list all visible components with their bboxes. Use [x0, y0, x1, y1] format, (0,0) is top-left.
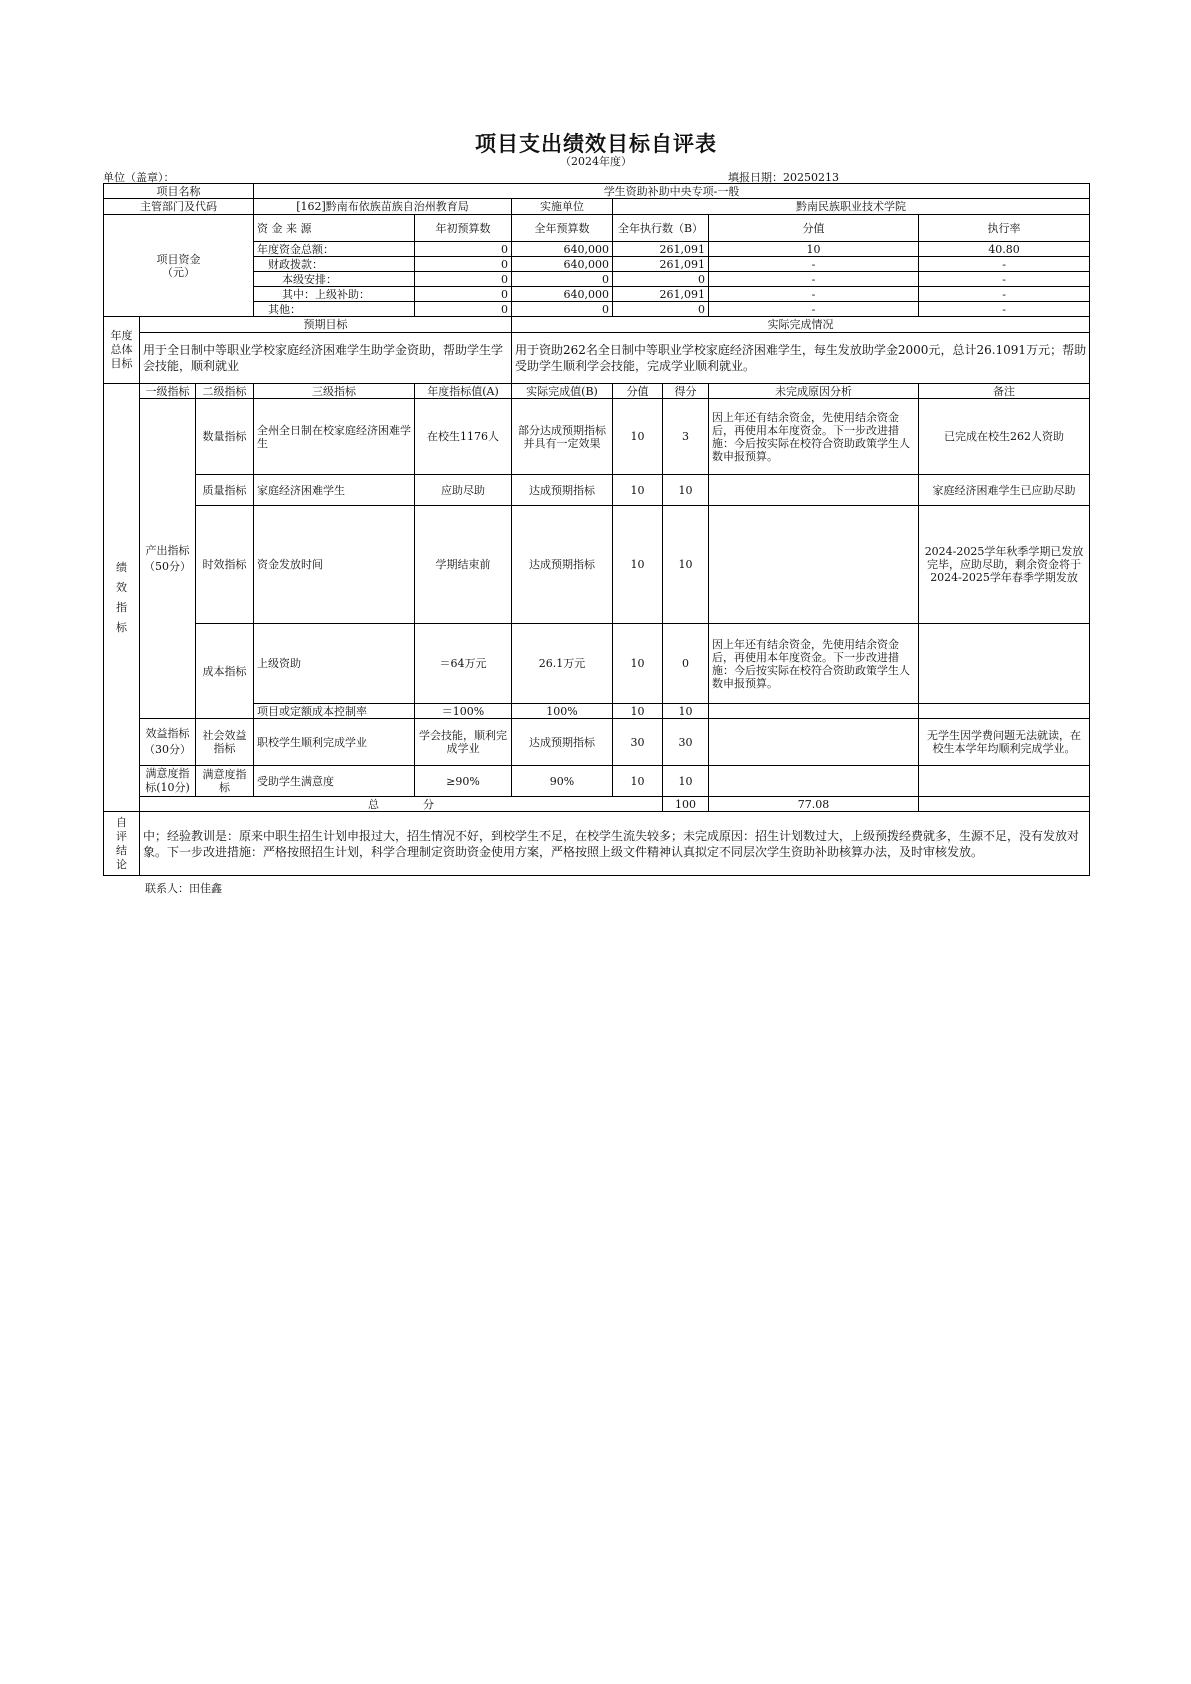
perf-header-score: 得分: [663, 384, 709, 399]
total-score-value: 100: [663, 797, 709, 812]
incomplete-reason: [709, 506, 919, 624]
funds-executed: 261,091: [613, 257, 709, 272]
table-row: [104, 475, 1090, 506]
score: 10: [663, 475, 709, 506]
funds-header-executed: 全年执行数（B）: [613, 215, 709, 242]
note: [919, 766, 1090, 797]
funds-label: 项目资金 （元）: [104, 215, 254, 317]
perf-header-l1: 一级指标: [140, 384, 196, 399]
project-name-row: [104, 184, 1090, 199]
score: 10: [663, 766, 709, 797]
funds-header-row: [104, 215, 1090, 242]
perf-header-l2: 二级指标: [196, 384, 254, 399]
perf-header-row: [104, 384, 1090, 399]
score: 10: [663, 704, 709, 719]
perf-header-score-value: 分值: [613, 384, 663, 399]
impl-value: 黔南民族职业技术学院: [613, 199, 1090, 215]
funds-header-annual: 全年预算数: [512, 215, 613, 242]
funds-rate: -: [919, 302, 1090, 317]
dept-label: 主管部门及代码: [104, 199, 254, 215]
target-value: ＝100%: [415, 704, 512, 719]
output-indicator-label: 产出指标 （50分）: [140, 399, 196, 719]
funds-score-value: -: [709, 287, 919, 302]
funds-source: 年度资金总额：: [254, 242, 415, 257]
benefit-indicator-label: 效益指标 （30分）: [140, 719, 196, 766]
perf-label: 绩 效 指 标: [104, 384, 140, 812]
target-value: 应助尽助: [415, 475, 512, 506]
fill-date: 填报日期：20250213: [728, 171, 839, 184]
funds-initial: 0: [415, 242, 512, 257]
total-blank: [919, 797, 1090, 812]
funds-header-rate: 执行率: [919, 215, 1090, 242]
funds-initial: 0: [415, 287, 512, 302]
target-value: 学期结束前: [415, 506, 512, 624]
l3-indicator: 资金发放时间: [254, 506, 415, 624]
total-score: 77.08: [709, 797, 919, 812]
incomplete-reason: [709, 704, 919, 719]
l2-indicator: 满意度指标: [196, 766, 254, 797]
funds-annual: 0: [512, 272, 613, 287]
score-value: 10: [613, 399, 663, 475]
target-value: 学会技能，顺利完成学业: [415, 719, 512, 766]
score: 10: [663, 506, 709, 624]
funds-header-source: 资 金 来 源: [254, 215, 415, 242]
expected-goal-label: 预期目标: [140, 317, 512, 333]
incomplete-reason: [709, 475, 919, 506]
table-row: [104, 399, 1090, 475]
note: 无学生因学费问题无法就读，在校生本学年均顺利完成学业。: [919, 719, 1090, 766]
funds-source: 财政拨款：: [254, 257, 415, 272]
funds-score-value: -: [709, 302, 919, 317]
perf-header-reason: 未完成原因分析: [709, 384, 919, 399]
score-value: 10: [613, 766, 663, 797]
l2-indicator: 社会效益指标: [196, 719, 254, 766]
actual-value: 26.1万元: [512, 624, 613, 704]
funds-initial: 0: [415, 302, 512, 317]
actual-value: 达成预期指标: [512, 475, 613, 506]
annual-goal-label: 年度 总体 目标: [104, 317, 140, 384]
score-value: 10: [613, 506, 663, 624]
funds-source: 其他：: [254, 302, 415, 317]
incomplete-reason: 因上年还有结余资金，先使用结余资金后，再使用本年度资金。下一步改进措施：今后按实际在校符合资助政策学生人数申报预算。: [709, 624, 919, 704]
perf-header-l3: 三级指标: [254, 384, 415, 399]
funds-annual: 640,000: [512, 257, 613, 272]
actual-value: 90%: [512, 766, 613, 797]
document-year: （2024年度）: [560, 155, 632, 168]
funds-executed: 261,091: [613, 287, 709, 302]
l2-indicator: 时效指标: [196, 506, 254, 624]
actual-value: 达成预期指标: [512, 506, 613, 624]
funds-source: 本级安排：: [254, 272, 415, 287]
perf-header-target: 年度指标值(A): [415, 384, 512, 399]
funds-initial: 0: [415, 272, 512, 287]
score-value: 30: [613, 719, 663, 766]
contact: 联系人：田佳鑫: [145, 882, 222, 895]
total-row: [104, 797, 1090, 812]
funds-annual: 640,000: [512, 287, 613, 302]
l3-indicator: 家庭经济困难学生: [254, 475, 415, 506]
incomplete-reason: 因上年还有结余资金，先使用结余资金后，再使用本年度资金。下一步改进措施：今后按实际在校符合资助政策学生人数申报预算。: [709, 399, 919, 475]
actual-completion-label: 实际完成情况: [512, 317, 1090, 333]
target-value: 在校生1176人: [415, 399, 512, 475]
funds-score-value: -: [709, 257, 919, 272]
dept-row: [104, 199, 1090, 215]
funds-score-value: -: [709, 272, 919, 287]
l3-indicator: 项目或定额成本控制率: [254, 704, 415, 719]
l3-indicator: 上级资助: [254, 624, 415, 704]
note: [919, 704, 1090, 719]
document-title: 项目支出绩效目标自评表: [475, 131, 717, 156]
score: 3: [663, 399, 709, 475]
funds-executed: 0: [613, 272, 709, 287]
funds-header-score-value: 分值: [709, 215, 919, 242]
perf-header-actual: 实际完成值(B): [512, 384, 613, 399]
l2-indicator: 数量指标: [196, 399, 254, 475]
actual-value: 100%: [512, 704, 613, 719]
funds-initial: 0: [415, 257, 512, 272]
score: 0: [663, 624, 709, 704]
note: 2024-2025学年秋季学期已发放完毕，应助尽助，剩余资金将于2024-2025学年春季学期发放: [919, 506, 1090, 624]
table-row: [104, 624, 1090, 704]
conclusion-label: 自 评 结 论: [104, 812, 140, 876]
table-row: [104, 766, 1090, 797]
note: [919, 624, 1090, 704]
funds-annual: 640,000: [512, 242, 613, 257]
conclusion-text: 中；经验教训是：原来中职生招生计划申报过大，招生情况不好，到校学生不足，在校学生流失较多；未完成原因：招生计划数过大，上级预拨经费就多，生源不足，没有发放对象。下一步改进措施：严格按照招生计划，科学合理制定资助资金使用方案，严格按照上级文件精神认真拟定不同层次学生资助补助核算办法，及时审核发放。: [140, 812, 1090, 876]
funds-executed: 261,091: [613, 242, 709, 257]
project-name: 学生资助补助中央专项-一般: [254, 184, 1090, 199]
funds-executed: 0: [613, 302, 709, 317]
satisfaction-indicator-label: 满意度指 标(10分): [140, 766, 196, 797]
unit-label: 单位（盖章）：: [103, 171, 175, 184]
score-value: 10: [613, 475, 663, 506]
funds-source: 其中：上级补助：: [254, 287, 415, 302]
project-name-label: 项目名称: [104, 184, 254, 199]
note: 已完成在校生262人资助: [919, 399, 1090, 475]
evaluation-table: [103, 183, 1090, 876]
incomplete-reason: [709, 719, 919, 766]
target-value: ≥90%: [415, 766, 512, 797]
table-row: [104, 506, 1090, 624]
l3-indicator: 全州全日制在校家庭经济困难学生: [254, 399, 415, 475]
funds-annual: 0: [512, 302, 613, 317]
note: 家庭经济困难学生已应助尽助: [919, 475, 1090, 506]
funds-header-initial: 年初预算数: [415, 215, 512, 242]
funds-rate: -: [919, 287, 1090, 302]
incomplete-reason: [709, 766, 919, 797]
funds-rate: -: [919, 257, 1090, 272]
l3-indicator: 受助学生满意度: [254, 766, 415, 797]
actual-value: 部分达成预期指标并具有一定效果: [512, 399, 613, 475]
impl-label: 实施单位: [512, 199, 613, 215]
annual-goal-header-row: [104, 317, 1090, 333]
score: 30: [663, 719, 709, 766]
funds-score-value: 10: [709, 242, 919, 257]
perf-header-note: 备注: [919, 384, 1090, 399]
target-value: ＝64万元: [415, 624, 512, 704]
conclusion-row: [104, 812, 1090, 876]
table-row: [104, 719, 1090, 766]
score-value: 10: [613, 704, 663, 719]
actual-value: 达成预期指标: [512, 719, 613, 766]
dept-value: [162]黔南布依族苗族自治州教育局: [254, 199, 512, 215]
expected-goal: 用于全日制中等职业学校家庭经济困难学生助学金资助，帮助学生学会技能，顺利就业: [140, 333, 512, 384]
l2-indicator: 成本指标: [196, 624, 254, 719]
funds-rate: -: [919, 272, 1090, 287]
total-label: 总 分: [140, 797, 663, 812]
annual-goal-row: [104, 333, 1090, 384]
l2-indicator: 质量指标: [196, 475, 254, 506]
funds-rate: 40.80: [919, 242, 1090, 257]
score-value: 10: [613, 624, 663, 704]
actual-completion: 用于资助262名全日制中等职业学校家庭经济困难学生，每生发放助学金2000元，总计26.1091万元；帮助受助学生顺利学会技能，完成学业顺利就业。: [512, 333, 1090, 384]
l3-indicator: 职校学生顺利完成学业: [254, 719, 415, 766]
